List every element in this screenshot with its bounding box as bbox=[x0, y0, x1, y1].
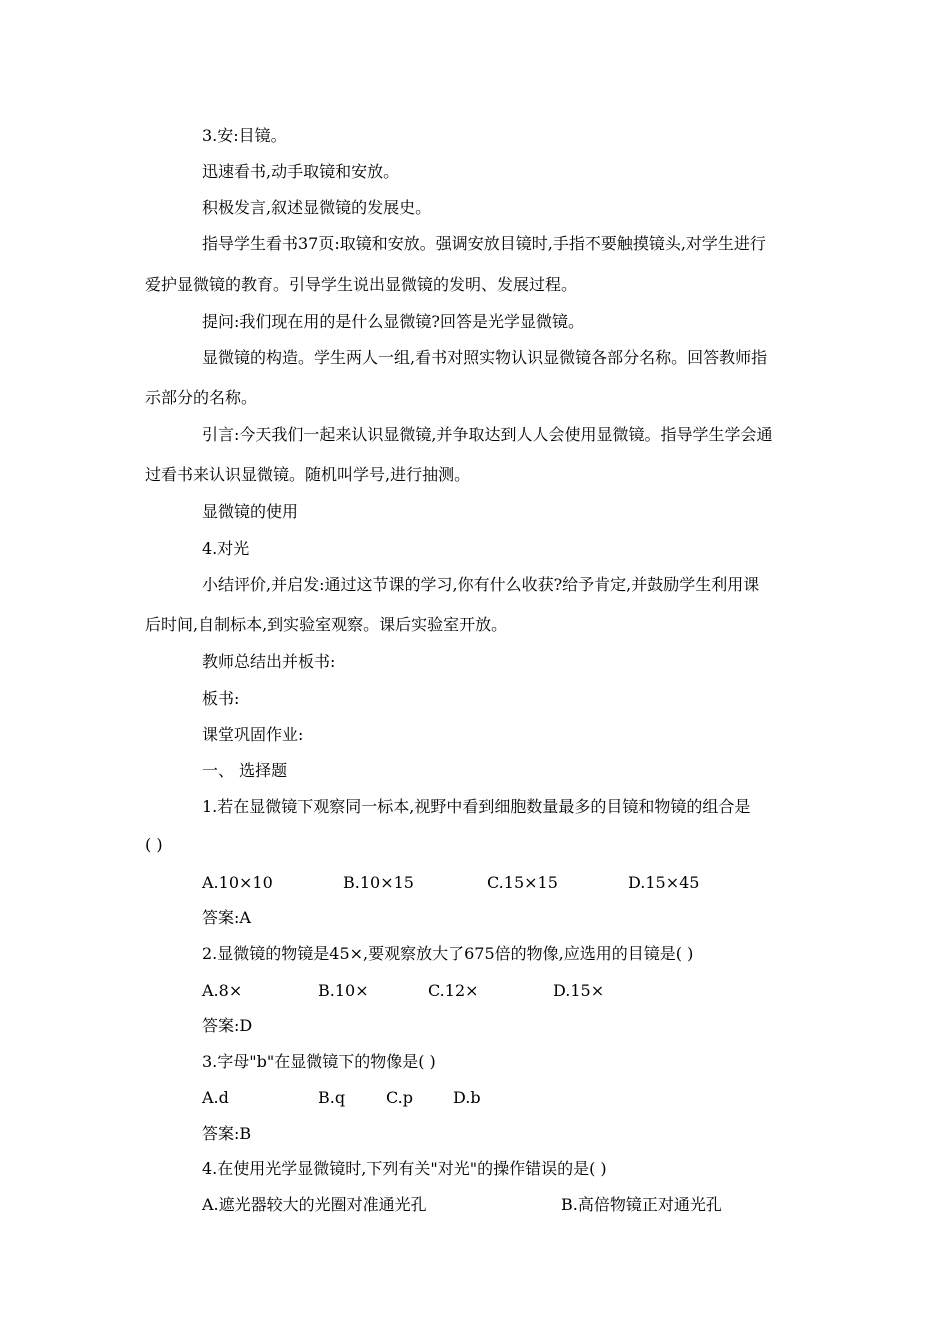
text-line: 后时间,自制标本,到实验室观察。课后实验室开放。 bbox=[145, 615, 508, 634]
answer-text: 答案:A bbox=[202, 908, 251, 927]
option-a: A.8× bbox=[202, 981, 243, 1000]
option-c: C.15×15 bbox=[487, 873, 558, 892]
text-line: 提问:我们现在用的是什么显微镜?回答是光学显微镜。 bbox=[202, 312, 584, 331]
text-line: 小结评价,并启发:通过这节课的学习,你有什么收获?给予肯定,并鼓励学生利用课 bbox=[202, 575, 760, 594]
text-line: 示部分的名称。 bbox=[145, 388, 258, 407]
text-line: 迅速看书,动手取镜和安放。 bbox=[202, 162, 400, 181]
option-a: A.遮光器较大的光圈对准通光孔 bbox=[202, 1195, 427, 1214]
text-line: 显微镜的构造。学生两人一组,看书对照实物认识显微镜各部分名称。回答教师指 bbox=[202, 348, 768, 367]
section-heading: 显微镜的使用 bbox=[202, 502, 299, 521]
text-line: 引言:今天我们一起来认识显微镜,并争取达到人人会使用显微镜。指导学生学会通 bbox=[202, 425, 773, 444]
option-b: B.高倍物镜正对通光孔 bbox=[561, 1195, 722, 1214]
text-line: 积极发言,叙述显微镜的发展史。 bbox=[202, 198, 432, 217]
answer-text: 答案:B bbox=[202, 1124, 252, 1143]
text-line: 指导学生看书37页:取镜和安放。强调安放目镜时,手指不要触摸镜头,对学生进行 bbox=[202, 234, 766, 253]
option-c: C.p bbox=[386, 1088, 413, 1107]
question-stem: 3.字母"b"在显微镜下的物像是( ) bbox=[202, 1052, 436, 1071]
question-stem-continued: ( ) bbox=[145, 835, 163, 854]
text-line: 板书: bbox=[202, 689, 240, 708]
option-b: B.10×15 bbox=[343, 873, 414, 892]
question-stem: 2.显微镜的物镜是45×,要观察放大了675倍的物像,应选用的目镜是( ) bbox=[202, 944, 694, 963]
text-line: 课堂巩固作业: bbox=[202, 725, 304, 744]
option-c: C.12× bbox=[428, 981, 479, 1000]
option-a: A.10×10 bbox=[202, 873, 273, 892]
option-d: D.15× bbox=[553, 981, 605, 1000]
option-b: B.10× bbox=[318, 981, 369, 1000]
section-heading: 一、 选择题 bbox=[202, 761, 288, 780]
text-line: 爱护显微镜的教育。引导学生说出显微镜的发明、发展过程。 bbox=[145, 275, 578, 294]
question-stem: 4.在使用光学显微镜时,下列有关"对光"的操作错误的是( ) bbox=[202, 1159, 607, 1178]
option-d: D.b bbox=[453, 1088, 481, 1107]
text-line: 4.对光 bbox=[202, 539, 250, 558]
option-b: B.q bbox=[318, 1088, 346, 1107]
question-stem: 1.若在显微镜下观察同一标本,视野中看到细胞数量最多的目镜和物镜的组合是 bbox=[202, 797, 751, 816]
answer-text: 答案:D bbox=[202, 1016, 253, 1035]
text-line: 过看书来认识显微镜。随机叫学号,进行抽测。 bbox=[145, 465, 471, 484]
text-line: 3.安:目镜。 bbox=[202, 126, 287, 145]
option-a: A.d bbox=[202, 1088, 229, 1107]
text-line: 教师总结出并板书: bbox=[202, 652, 336, 671]
option-d: D.15×45 bbox=[628, 873, 700, 892]
